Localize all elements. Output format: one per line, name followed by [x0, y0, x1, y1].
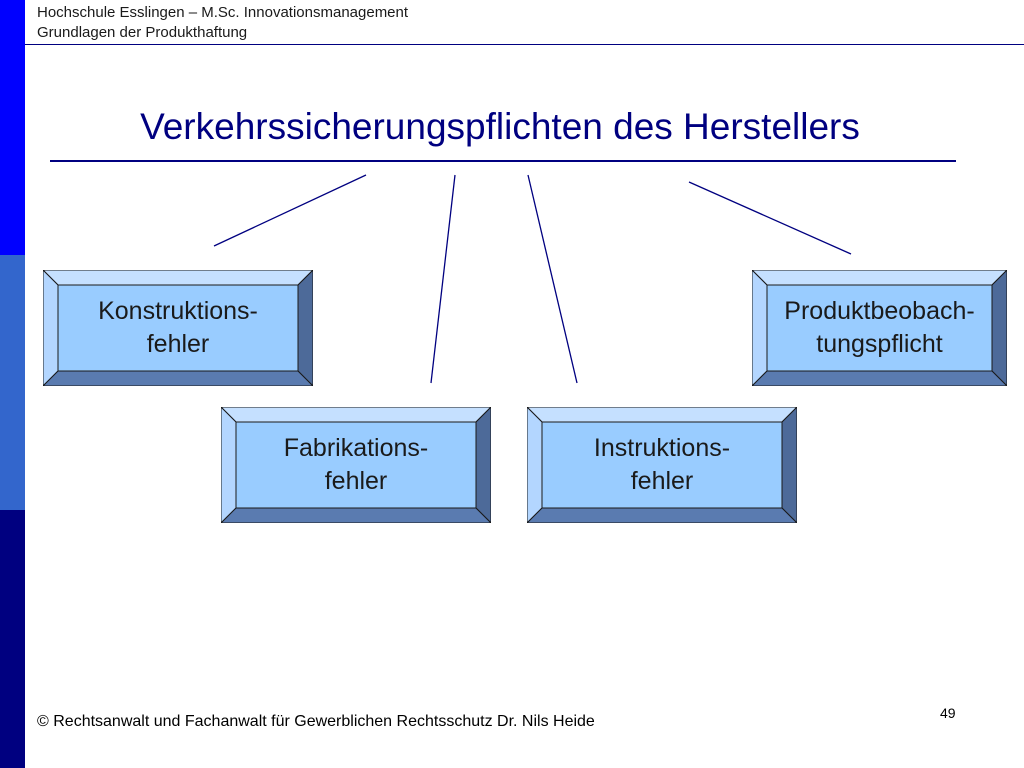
box-label: Instruktions- fehler: [593, 434, 731, 495]
box-instruktionsfehler: [527, 407, 797, 523]
box-produktbeobachtungspflicht: [752, 270, 1007, 386]
box-konstruktionsfehler: [43, 270, 313, 386]
connector-produktbeobachtung: [689, 182, 851, 254]
header-institution: Hochschule Esslingen – M.Sc. Innovationsmanagement: [37, 4, 409, 21]
page-number: 49: [940, 705, 956, 721]
box-label: Konstruktions- fehler: [98, 297, 258, 358]
connector-konstruktion: [214, 175, 366, 246]
footer-copyright: © Rechtsanwalt und Fachanwalt für Gewerblichen Rechtsschutz Dr. Nils Heide: [37, 713, 595, 730]
connector-instruktion: [528, 175, 577, 383]
box-label: Fabrikations- fehler: [283, 434, 429, 495]
box-label: Produktbeobach- tungspflicht: [784, 297, 975, 358]
header-course: Grundlagen der Produkthaftung: [37, 24, 248, 41]
connector-fabrikation: [431, 175, 455, 383]
box-fabrikationsfehler: [221, 407, 491, 523]
slide-title: Verkehrssicherungspflichten des Herstellers: [140, 106, 860, 147]
